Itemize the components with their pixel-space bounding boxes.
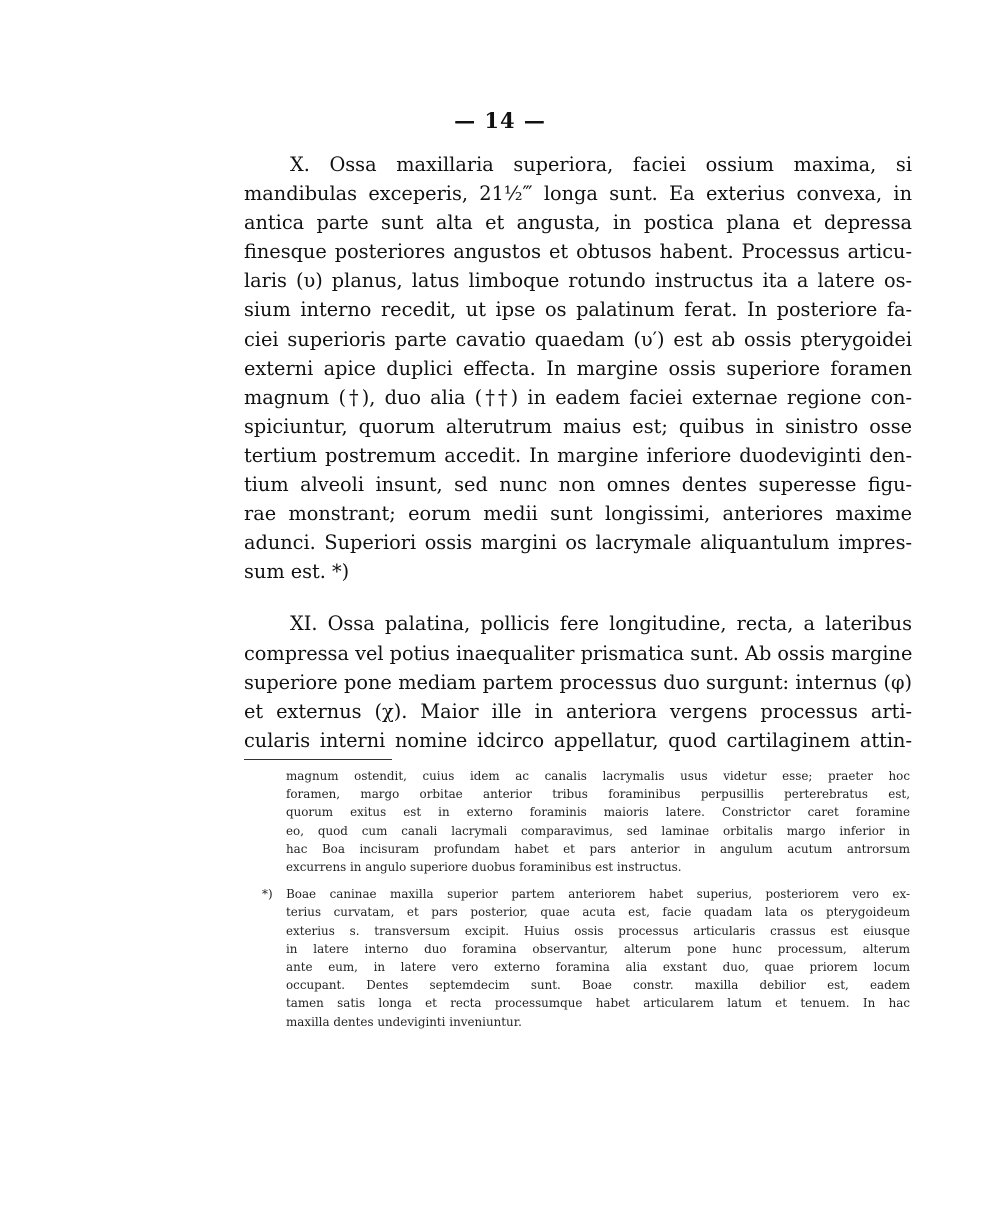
text-line: finesque posteriores angustos et obtusos habent. Processus articu- (244, 240, 912, 264)
text-line: magnum (†), duo alia (††) in eadem faciei externae regione con- (244, 385, 912, 409)
footnote-line: occupant. Dentes septemdecim sunt. Boae constr. maxilla debilior est, eadem (286, 978, 910, 993)
text-line: XI. Ossa palatina, pollicis fere longitudine, recta, a lateribus (290, 612, 912, 636)
footnote-asterisk (262, 885, 910, 1031)
text-line: laris (υ) planus, latus limboque rotundo instructus ita a latere os- (244, 269, 912, 293)
text-line: adunci. Superiori ossis margini os lacrymale aliquantulum impres- (244, 531, 912, 555)
footnote-continued (286, 767, 910, 876)
text-line: X. Ossa maxillaria superiora, faciei ossium maxima, si (290, 153, 912, 176)
page-number: — 14 — (454, 108, 546, 133)
text-line: cularis interni nomine idcirco appellatur, quod cartilaginem attin- (244, 728, 912, 752)
text-line: rae monstrant; eorum medii sunt longissimi, anteriores maxime (244, 502, 912, 526)
text-line: superiore pone mediam partem processus duo surgunt: internus (φ) (244, 670, 912, 694)
text-line: antica parte sunt alta et angusta, in postica plana et depressa (244, 211, 912, 235)
text-line: sium interno recedit, ut ipse os palatinum ferat. In posteriore fa- (244, 298, 912, 322)
footnote-line: excurrens in angulo superiore duobus foraminibus est instructus. (286, 860, 682, 875)
footnote-line: eo, quod cum canali lacrymali comparavimus, sed laminae orbitalis margo inferior in (286, 823, 910, 838)
text-line: tium alveoli insunt, sed nunc non omnes dentes superesse figu- (244, 473, 912, 497)
text-line: tertium postremum accedit. In margine inferiore duodeviginti den- (244, 443, 912, 467)
text-line: spiciuntur, quorum alterutrum maius est; quibus in sinistro osse (244, 414, 912, 438)
footnote-line: magnum ostendit, cuius idem ac canalis lacrymalis usus videtur esse; praeter hoc (286, 769, 910, 783)
footnote-line: in latere interno duo foramina observantur, alterum pone hunc processum, alterum (286, 941, 910, 956)
footnote-line: foramen, margo orbitae anterior tribus foraminibus perpusillis perterebratus est, (286, 787, 910, 802)
footnote-line: ante eum, in latere vero externo foramina alia exstant duo, quae priorem locum (286, 960, 910, 975)
footnote-rule (244, 759, 392, 760)
footnote-line: tamen satis longa et recta processumque habet articularem latum et tenuem. In hac (286, 996, 910, 1011)
text-line: mandibulas exceperis, 21½‴ longa sunt. Ea exterius convexa, in (244, 182, 912, 206)
footnote-line: hac Boa incisuram profundam habet et pars anterior in angulum acutum antrorsum (286, 841, 910, 856)
footnote-line: exterius s. transversum excipit. Huius ossis processus articularis crassus est eiusque (286, 923, 910, 938)
text-line: compressa vel potius inaequaliter prismatica sunt. Ab ossis margine (244, 641, 913, 665)
footnote-line: quorum exitus est in externo foraminis maioris latere. Constrictor caret foramine (286, 805, 910, 820)
text-line: ciei superioris parte cavatio quaedam (υ′) est ab ossis pterygoidei (244, 327, 912, 351)
footnotes (262, 767, 910, 1031)
footnote-line: maxilla dentes undeviginti inveniuntur. (286, 1014, 522, 1029)
footnote-line: *) Boae caninae maxilla superior partem anteriorem habet superius, posteriorem vero ex- (262, 887, 910, 902)
text-line: et externus (χ). Maior ille in anteriora vergens processus arti- (244, 699, 912, 723)
main-text (244, 150, 912, 755)
footnote-line: terius curvatam, et pars posterior, quae acuta est, facie quadam lata os pterygoideum (286, 905, 910, 920)
text-line: externi apice duplici effecta. In margine ossis superiore foramen (244, 356, 912, 380)
text-line: sum est. *) (244, 560, 350, 584)
